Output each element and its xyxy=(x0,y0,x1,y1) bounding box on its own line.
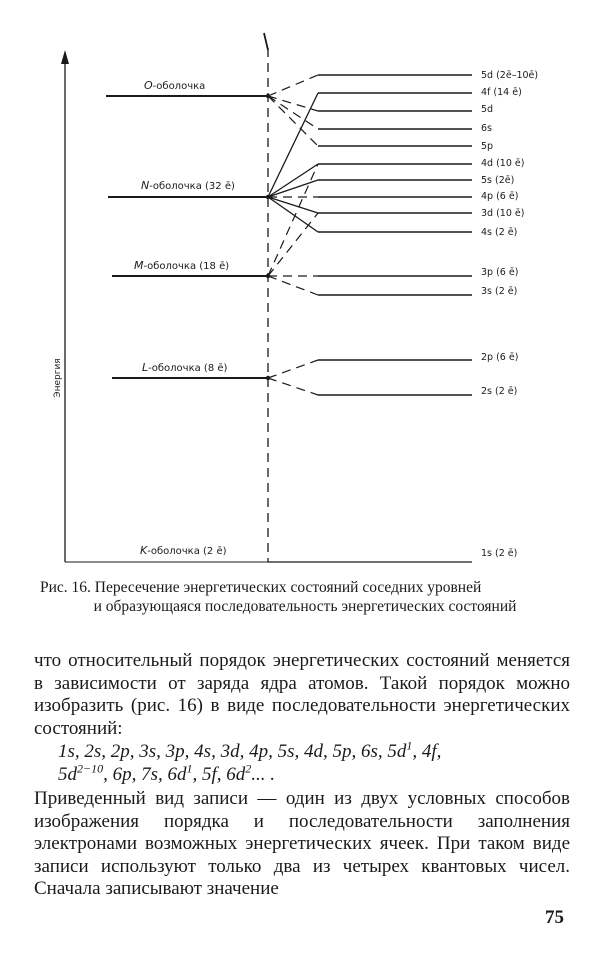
level-label-2p: 2p (6 ē) xyxy=(481,352,519,363)
caption-line-2: и образующаяся последовательность энергетических состояний xyxy=(93,598,517,615)
shell-label-l: L-оболочка (8 ē) xyxy=(142,361,228,374)
level-label-5p: 5p xyxy=(481,141,494,152)
level-label-2s: 2s (2 ē) xyxy=(481,386,518,397)
level-label-6s: 6s xyxy=(481,123,492,134)
level-label-3p: 3p (6 ē) xyxy=(481,267,519,278)
level-label-4p: 4p (6 ē) xyxy=(481,191,519,202)
page-number: 75 xyxy=(545,907,564,928)
paragraph-1: что относительный порядок энергетических состояний меняется в зависимости от заряда ядра атомов. Такой порядок можно изобразить (рис. 16) в виде последовательности энергетических состояний: xyxy=(34,650,570,739)
o-shell-connectors xyxy=(268,75,318,146)
sequence-formula: 1s, 2s, 2p, 3s, 3p, 4s, 3d, 4p, 5s, 4d, 5p, 6s, $5d^1$, 4f, $5d^{2-10}$, 6p, 7s, $6d^1$, 5f, $6d^2$... . xyxy=(58,738,442,785)
level-label-4d: 4d (10 ē) xyxy=(481,158,525,169)
level-label-4f: 4f (14 ē) xyxy=(481,87,522,98)
m-shell-connectors xyxy=(268,164,318,295)
level-label-5d-top: 5d (2ē–10ē) xyxy=(481,70,539,81)
energy-axis-label: Энергия xyxy=(53,358,63,398)
level-label-5d: 5d xyxy=(481,104,494,115)
energy-axis-arrow xyxy=(61,50,69,64)
level-label-3s: 3s (2 ē) xyxy=(481,286,518,297)
level-label-4s: 4s (2 ē) xyxy=(481,227,518,238)
shell-label-k: K-оболочка (2 ē) xyxy=(140,544,227,557)
shell-label-o: O-оболочка xyxy=(144,79,206,92)
shell-label-n: N-оболочка (32 ē) xyxy=(141,179,235,192)
paragraph-2: Приведенный вид записи — один из двух условных способов изображения порядка и последовательности заполнения электронами возможных энергетических ячеек. При таком виде записи используют только два из четырех квантовых чисел. Сначала записывают значение xyxy=(34,788,570,899)
figure-caption xyxy=(40,578,570,616)
l-shell-connectors xyxy=(268,360,318,395)
caption-line-1: Рис. 16. Пересечение энергетических состояний соседних уровней xyxy=(40,579,482,596)
level-label-3d: 3d (10 ē) xyxy=(481,208,525,219)
n-shell-connectors xyxy=(268,93,318,232)
level-label-5s: 5s (2ē) xyxy=(481,175,515,186)
shell-label-m: M-оболочка (18 ē) xyxy=(134,259,230,272)
level-label-1s: 1s (2 ē) xyxy=(481,548,518,559)
